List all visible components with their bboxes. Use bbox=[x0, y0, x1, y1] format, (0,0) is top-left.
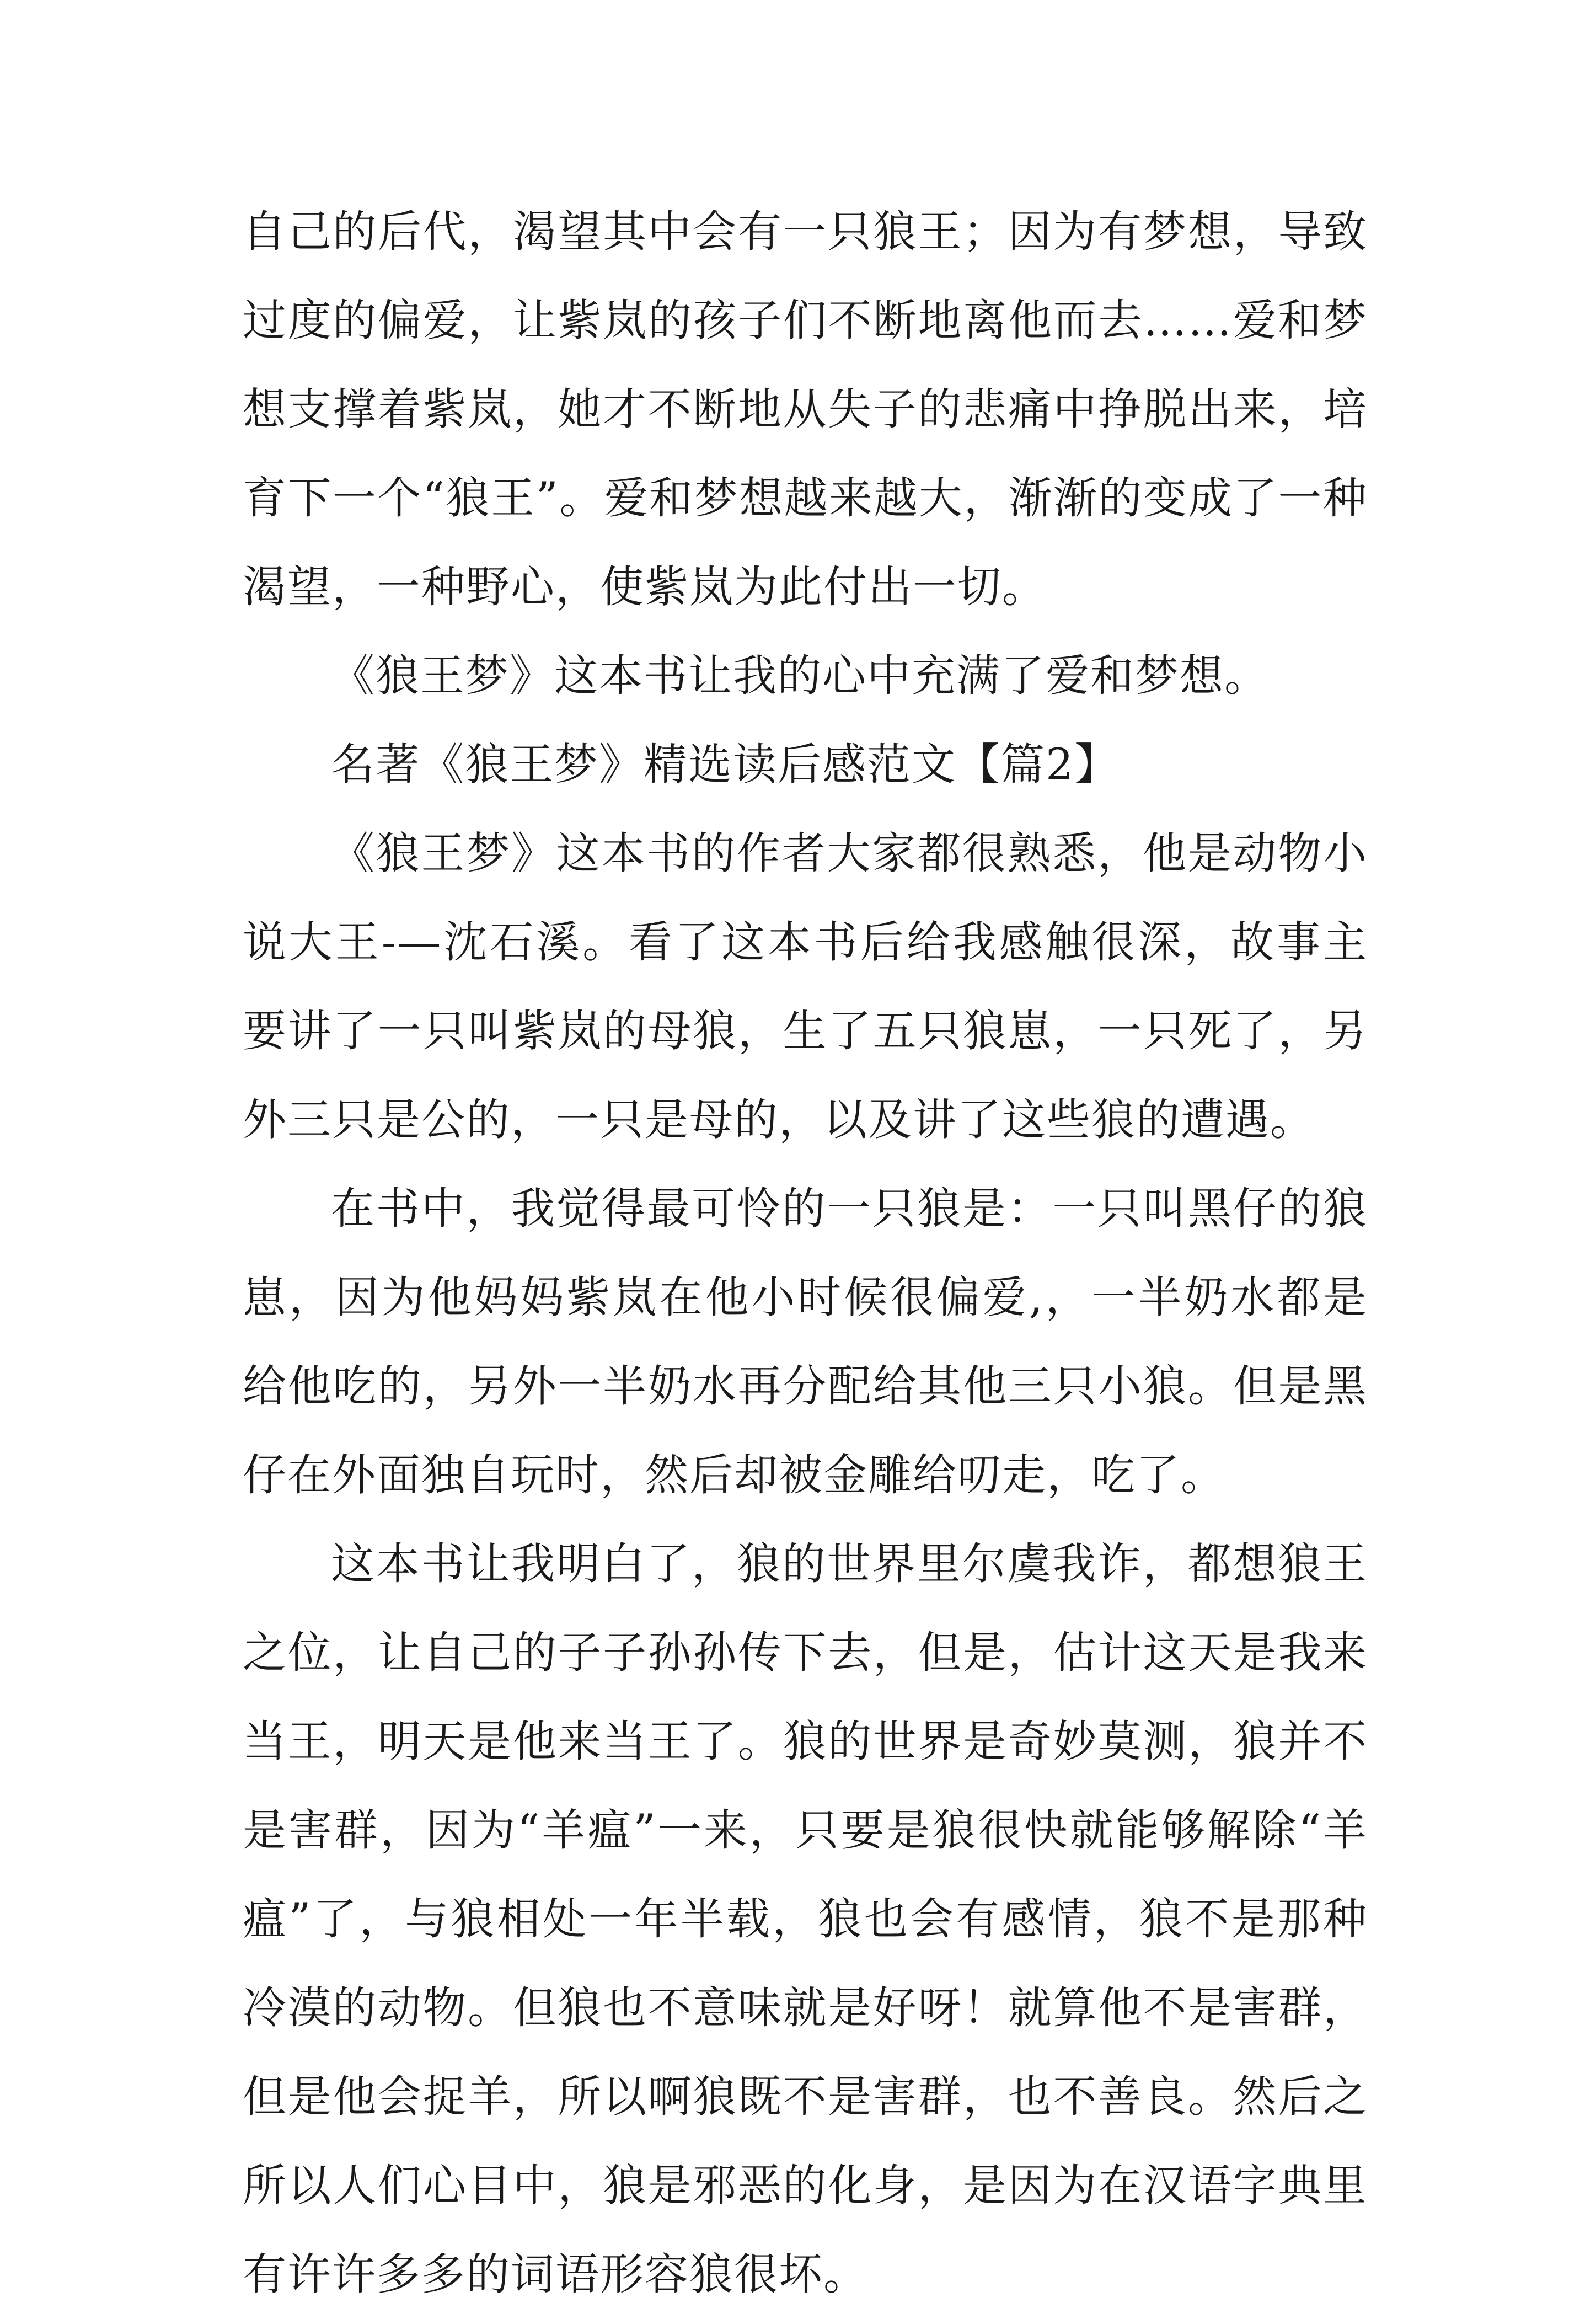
paragraph-reflection: 这本书让我明白了，狼的世界里尔虞我诈，都想狼王之位，让自己的子子孙孙传下去，但是，估计这天是我来当王，明天是他来当王了。狼的世界是奇妙莫测，狼并不是害群，因为“羊瘟”一来，只要是狼很快就能够解除“羊瘟”了，与狼相处一年半载，狼也会有感情，狼不是那种冷漠的动物。但狼也不意味就是好呀！就算他不是害群，但是他会捉羊，所以啊狼既不是害群，也不善良。然后之所以人们心目中，狼是邪恶的化身，是因为在汉语字典里有许许多多的词语形容狼很坏。 bbox=[243, 1538, 1368, 2300]
paragraph-intro: 《狼王梦》这本书的作者大家都很熟悉，他是动物小说大王-—沈石溪。看了这本书后给我感触很深，故事主要讲了一只叫紫岚的母狼，生了五只狼崽，一只死了，另外三只是公的，一只是母的，以及讲了这些狼的遭遇。 bbox=[243, 828, 1368, 1145]
section-heading: 名著《狼王梦》精选读后感范文【篇2】 bbox=[331, 739, 1120, 790]
paragraph-heizai: 在书中，我觉得最可怜的一只狼是：一只叫黑仔的狼崽，因为他妈妈紫岚在他小时候很偏爱,，一半奶水都是给他吃的，另外一半奶水再分配给其他三只小狼。但是黑仔在外面独自玩时，然后却被金雕给叨走，吃了。 bbox=[243, 1183, 1368, 1500]
paragraph-summary: 《狼王梦》这本书让我的心中充满了爱和梦想。 bbox=[331, 650, 1269, 701]
document-body bbox=[243, 188, 1368, 2319]
paragraph-continuation: 自己的后代，渴望其中会有一只狼王；因为有梦想，导致过度的偏爱，让紫岚的孩子们不断地离他而去……爱和梦想支撑着紫岚，她才不断地从失子的悲痛中挣脱出来，培育下一个“狼王”。爱和梦想越来越大，渐渐的变成了一种渴望，一种野心，使紫岚为此付出一切。 bbox=[243, 206, 1368, 612]
